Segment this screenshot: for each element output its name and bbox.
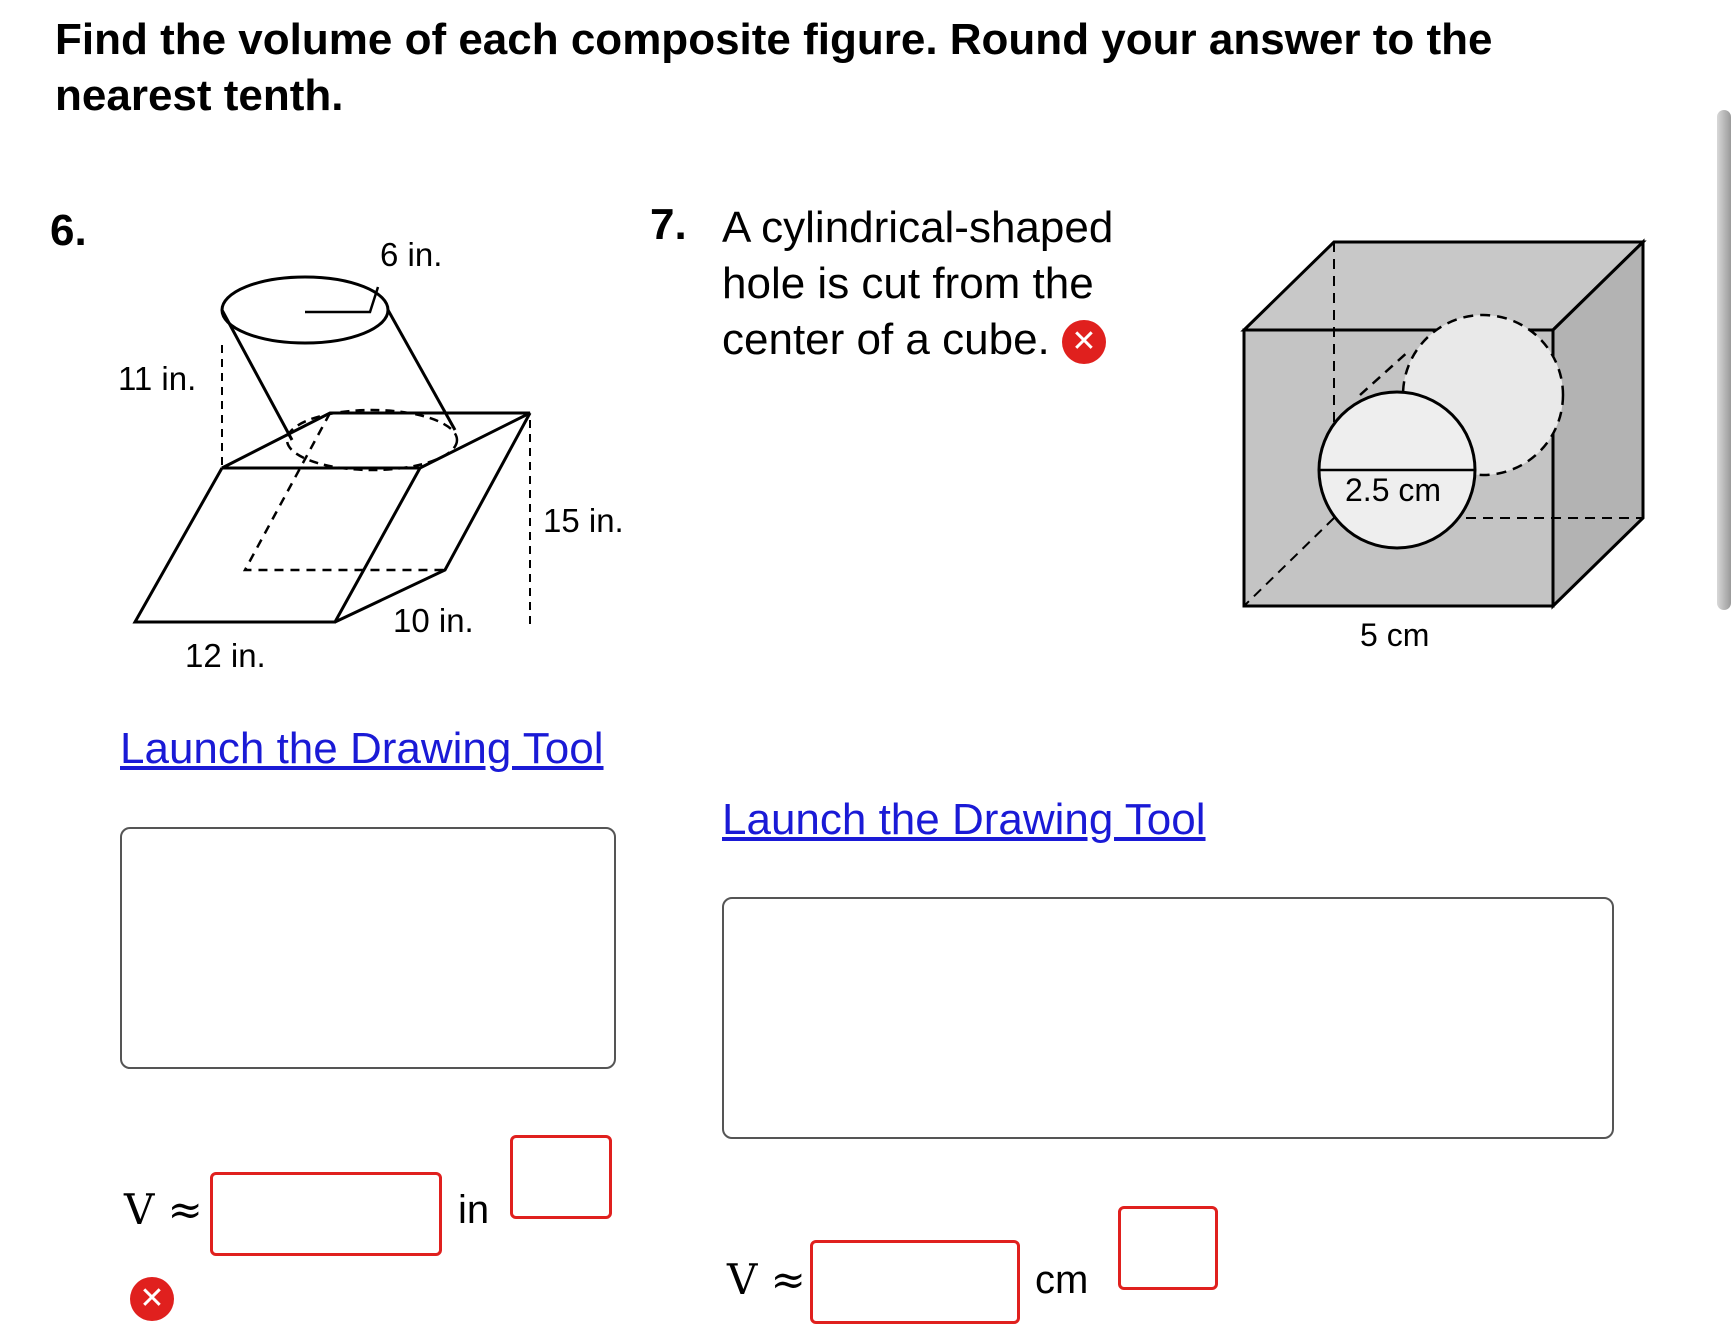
vertical-scrollbar[interactable] [1717, 110, 1731, 610]
problem-6-exponent-input[interactable] [510, 1135, 612, 1219]
problem-7-figure [1230, 230, 1650, 630]
instructions: Find the volume of each composite figure. Round your answer to the nearest tenth. [55, 15, 1493, 120]
problem-7-unit: cm [1035, 1258, 1089, 1302]
problem-7-answer-label: V ≈ [727, 1255, 806, 1304]
problem-6-unit: in [458, 1188, 490, 1232]
problem-6-number: 6. [50, 206, 87, 255]
problem-7-number: 7. [650, 200, 687, 249]
problem-6-answer-label: V ≈ [124, 1185, 203, 1234]
problem-6-work-area[interactable] [120, 827, 616, 1069]
label-diameter-2-5cm: 2.5 cm [1345, 472, 1442, 508]
label-height-15in: 15 in. [543, 502, 624, 539]
label-side-5cm: 5 cm [1360, 617, 1430, 653]
problem-7-drawing-tool-link[interactable]: Launch the Drawing Tool [722, 795, 1206, 844]
label-side-12in: 12 in. [185, 637, 266, 674]
problem-7-answer-input[interactable] [810, 1240, 1020, 1324]
problem-6-incorrect-icon: ✕ [130, 1277, 174, 1321]
problem-6-answer-input[interactable] [210, 1172, 442, 1256]
problem-7-text: A cylindrical-shaped hole is cut from the center of a cube. ✕ [722, 203, 1114, 364]
problem-7-work-area[interactable] [722, 897, 1614, 1139]
problem-7-incorrect-icon: ✕ [1062, 320, 1106, 364]
problem-6-drawing-tool-link[interactable]: Launch the Drawing Tool [120, 724, 604, 773]
label-radius-6in: 6 in. [380, 236, 443, 273]
label-side-10in: 10 in. [393, 602, 474, 639]
problem-7-exponent-input[interactable] [1118, 1206, 1218, 1290]
label-height-11in: 11 in. [118, 360, 197, 397]
problem-6-figure [100, 220, 660, 680]
